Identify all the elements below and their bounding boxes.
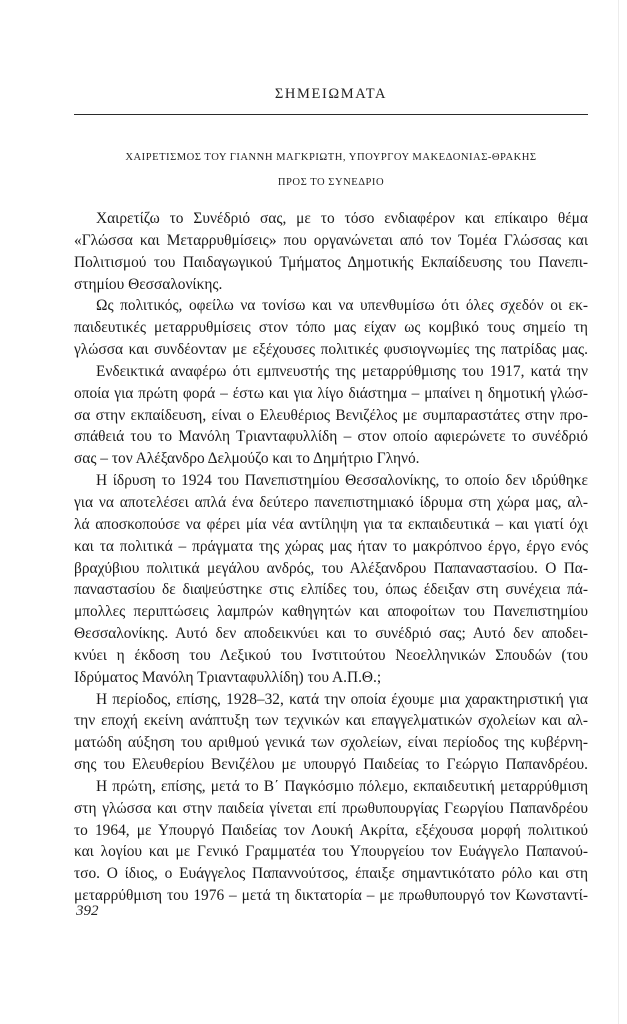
body-text <box>74 208 588 907</box>
text-line: Θεσσαλονίκης. Αυτό δεν αποδεικνύει και το συνέδριό σας; Αυτό δεν αποδει- <box>74 625 588 643</box>
text-line: Η περίοδος, επίσης, 1928–32, κατά την οποία έχουμε μια χαρακτηριστική για <box>96 690 588 708</box>
text-line: στημίου Θεσσαλονίκης. <box>74 275 223 293</box>
article-title-line-1: ΧΑΙΡΕΤΙΣΜΟΣ ΤΟΥ ΓΙΑΝΝΗ ΜΑΓΚΡΙΩΤΗ, ΥΠΟΥΡΓΟΥ ΜΑΚΕΔΟΝΙΑΣ-ΘΡΑΚΗΣ <box>125 152 537 163</box>
text-line: οποία για πρώτη φορά – έστω και για λίγο διάστημα – μπαίνει η δημοτική γλώσ- <box>74 384 588 402</box>
header-rule <box>74 114 588 115</box>
article-title-line-2: ΠΡΟΣ ΤΟ ΣΥΝΕΔΡΙΟ <box>277 177 385 188</box>
text-line: και λογίου και με Γενικό Γραμματέα του Υπουργείου τον Ευάγγελο Παπανού- <box>74 843 588 861</box>
text-line: λά αποσκοπούσε να φέρει μία νέα αντίληψη για τα εκπαιδευτικά – και γιατί όχι <box>74 515 588 533</box>
text-line: Ως πολιτικός, οφείλω να τονίσω και να υπενθυμίσω ότι όλες σχεδόν οι εκ- <box>96 297 588 315</box>
text-line: μπολλες περιπτώσεις λαμπρών καθηγητών και αποφοίτων του Πανεπιστημίου <box>74 603 588 621</box>
text-line: μεταρρύθμιση του 1976 – μετά τη δικτατορία – με πρωθυπουργό τον Κωνσταντί- <box>74 887 588 905</box>
text-line: γλώσσα και συνδέονταν με εξέχουσες πολιτικές φυσιογνωμίες της πατρίδας μας. <box>74 341 588 359</box>
text-line: για να αποτελέσει απλά ένα δεύτερο πανεπιστημιακό ίδρυμα στη χώρα μας, αλ- <box>74 493 588 511</box>
text-line: την εποχή εκείνη ανάπτυξη των τεχνικών και επαγγελματικών σχολείων και αλ- <box>74 712 588 730</box>
text-line: στη γλώσσα και στην παιδεία γίνεται επί πρωθυπουργίας Γεωργίου Παπανδρέου <box>74 799 588 817</box>
text-line: σπάθειά του το Μανόλη Τριανταφυλλίδη – στον οποίο αφιερώνετε το συνέδριό <box>74 428 588 446</box>
running-head: ΣΗΜΕΙΩΜΑΤΑ <box>274 86 388 102</box>
text-line: Η ίδρυση το 1924 του Πανεπιστημίου Θεσσαλονίκης, το οποίο δεν ιδρύθηκε <box>96 472 588 490</box>
text-line: κνύει η έκδοση του Λεξικού του Ινστιτούτου Νεοελληνικών Σπουδών (του <box>74 646 588 664</box>
text-line: σα στην εκπαίδευση, είναι ο Ελευθέριος Βενιζέλος με συμπαραστάτες στην προ- <box>74 406 588 424</box>
text-line: παιδευτικές μεταρρυθμίσεις στον τόπο μας είχαν ως κομβικό τους σημείο τη <box>74 319 588 337</box>
text-line: «Γλώσσα και Μεταρρυθμίσεις» που οργανώνεται από τον Τομέα Γλώσσας και <box>74 231 588 249</box>
text-line: βραχύβιου πολιτικά μεγάλου ανδρός, του Αλέξανδρου Παπαναστασίου. Ο Πα- <box>74 559 588 577</box>
text-line: σης του Ελευθερίου Βενιζέλου με υπουργό Παιδείας το Γεώργιο Παπανδρέου. <box>74 756 588 774</box>
text-line: σας – τον Αλέξανδρο Δελμούζο και το Δημήτριο Γληνό. <box>74 450 420 468</box>
text-line: Ενδεικτικά αναφέρω ότι εμπνευστής της μεταρρύθμισης του 1917, κατά την <box>96 362 588 380</box>
text-line: παναστασίου δε διαψεύστηκε στις ελπίδες του, όπως έδειξαν στη συνέχεια πά- <box>74 581 588 599</box>
page-edge <box>618 0 619 1024</box>
text-line: Χαιρετίζω το Συνέδριό σας, με το τόσο ενδιαφέρον και επίκαιρο θέμα <box>96 210 588 227</box>
page-number: 392 <box>76 903 99 919</box>
text-line: και τα πολιτικά – πράγματα της χώρας μας ήταν το μακρόπνοο έργο, έργο ενός <box>74 537 588 555</box>
text-line: το 1964, με Υπουργό Παιδείας τον Λουκή Ακρίτα, εξέχουσα μορφή πολιτικού <box>74 821 588 839</box>
text-line: Πολιτισμού του Παιδαγωγικού Τμήματος Δημοτικής Εκπαίδευσης του Πανεπι- <box>74 253 588 271</box>
text-line: Η πρώτη, επίσης, μετά το Β΄ Παγκόσμιο πόλεμο, εκπαιδευτική μεταρρύθμιση <box>96 777 588 795</box>
text-line: τσο. Ο ίδιος, ο Ευάγγελος Παπαννούτσος, έπαιξε σημαντικότατο ρόλο και στη <box>74 865 588 883</box>
text-line: ματώδη αύξηση του αριθμού γενικά των σχολείων, είναι περίοδος της κυβέρνη- <box>74 734 588 752</box>
text-line: Ιδρύματος Μανόλη Τριανταφυλλίδη) του Α.Π.Θ.; <box>74 668 382 686</box>
